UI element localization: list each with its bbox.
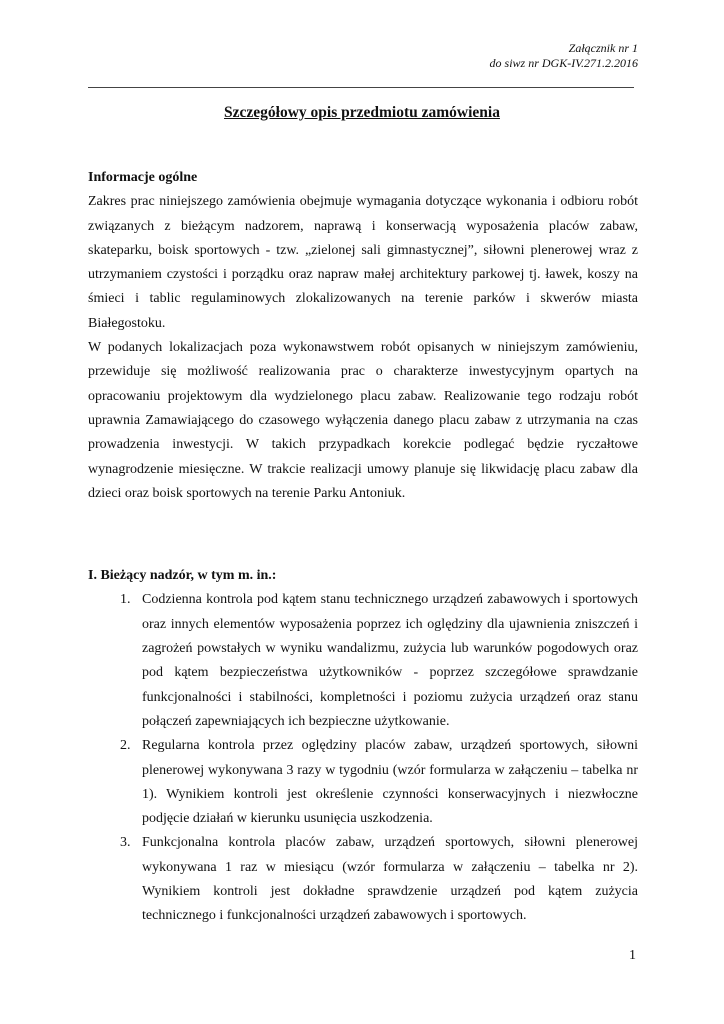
list-item-text: Funkcjonalna kontrola placów zabaw, urządzeń sportowych, siłowni plenerowej wykonywana 1 raz w miesiącu (wzór formularza w załączeniu – tabelka nr 2). Wynikiem kontroli jest dokładne sprawdzenie urządzeń pod kątem zużycia technicznego i funkcjonalności urządzeń zabawowych i sportowych. — [142, 835, 638, 924]
general-info-paragraph-1: Zakres prac niniejszego zamówienia obejmuje wymagania dotyczące wykonania i odbioru robót związanych z bieżącym nadzorem, naprawą i konserwacją wyposażenia placów zabaw, skateparku, boisk sportowych - tzw. „zielonej sali gimnastycznej”, siłowni plenerowej wraz z utrzymaniem czystości i porządku oraz napraw małej architektury parkowej tj. ławek, koszy na śmieci i tablic regulaminowych zlokalizowanych na terenie parków i skwerów miasta Białegostoku. — [88, 194, 638, 331]
document-header — [490, 41, 638, 71]
list-item-number: 1. — [120, 592, 131, 608]
header-divider — [88, 87, 634, 88]
general-info-heading: Informacje ogólne — [88, 170, 198, 185]
document-title: Szczegółowy opis przedmiotu zamówienia — [224, 104, 500, 121]
attachment-label: Załącznik nr 1 — [568, 41, 638, 55]
document-body — [88, 166, 638, 929]
section-1-heading: I. Bieżący nadzór, w tym m. in.: — [88, 568, 277, 584]
section-spacer — [88, 506, 638, 564]
list-item — [88, 588, 638, 734]
general-info-paragraph-2: W podanych lokalizacjach poza wykonawstwem robót opisanych w niniejszym zamówieniu, przewiduje się możliwość realizowania prac o charakterze inwestycyjnym opartych na opracowaniu projektowym dla wydzielonego placu zabaw. Realizowanie tego rodzaju robót uprawnia Zamawiającego do czasowego wyłączenia danego placu zabaw z utrzymania na czas prowadzenia inwestycji. W takich przypadkach korekcie podlegać będzie ryczałtowe wynagrodzenie miesięczne. W trakcie realizacji umowy planuje się likwidację placu zabaw dla dzieci oraz boisk sportowych na terenie Parku Antoniuk. — [88, 340, 638, 501]
page-number: 1 — [629, 948, 636, 963]
list-item-text: Codzienna kontrola pod kątem stanu technicznego urządzeń zabawowych i sportowych oraz innych elementów wyposażenia poprzez ich oględziny dla ujawnienia zniszczeń i zagrożeń powstałych w wyniku wandalizmu, zużycia lub warunków pogodowych oraz pod kątem bezpieczeństwa użytkowników - poprzez szczegółowe sprawdzanie funkcjonalności i stabilności, kompletności i poziomu zużycia urządzeń oraz stanu połączeń zapewniających ich bezpieczne użytkowanie. — [142, 592, 638, 729]
list-item-text: Regularna kontrola przez oględziny placów zabaw, urządzeń sportowych, siłowni plenerowej wykonywana 3 razy w tygodniu (wzór formularza w załączeniu – tabelka nr 1). Wynikiem kontroli jest określenie czynności konserwacyjnych i niezwłoczne podjęcie działań w kierunku usunięcia uszkodzenia. — [142, 738, 638, 827]
list-item-number: 3. — [120, 835, 131, 851]
siwz-reference: do siwz nr DGK-IV.271.2.2016 — [489, 56, 638, 70]
section-1-list — [88, 588, 638, 928]
list-item — [88, 734, 638, 831]
list-item-number: 2. — [120, 738, 131, 754]
list-item — [88, 831, 638, 928]
